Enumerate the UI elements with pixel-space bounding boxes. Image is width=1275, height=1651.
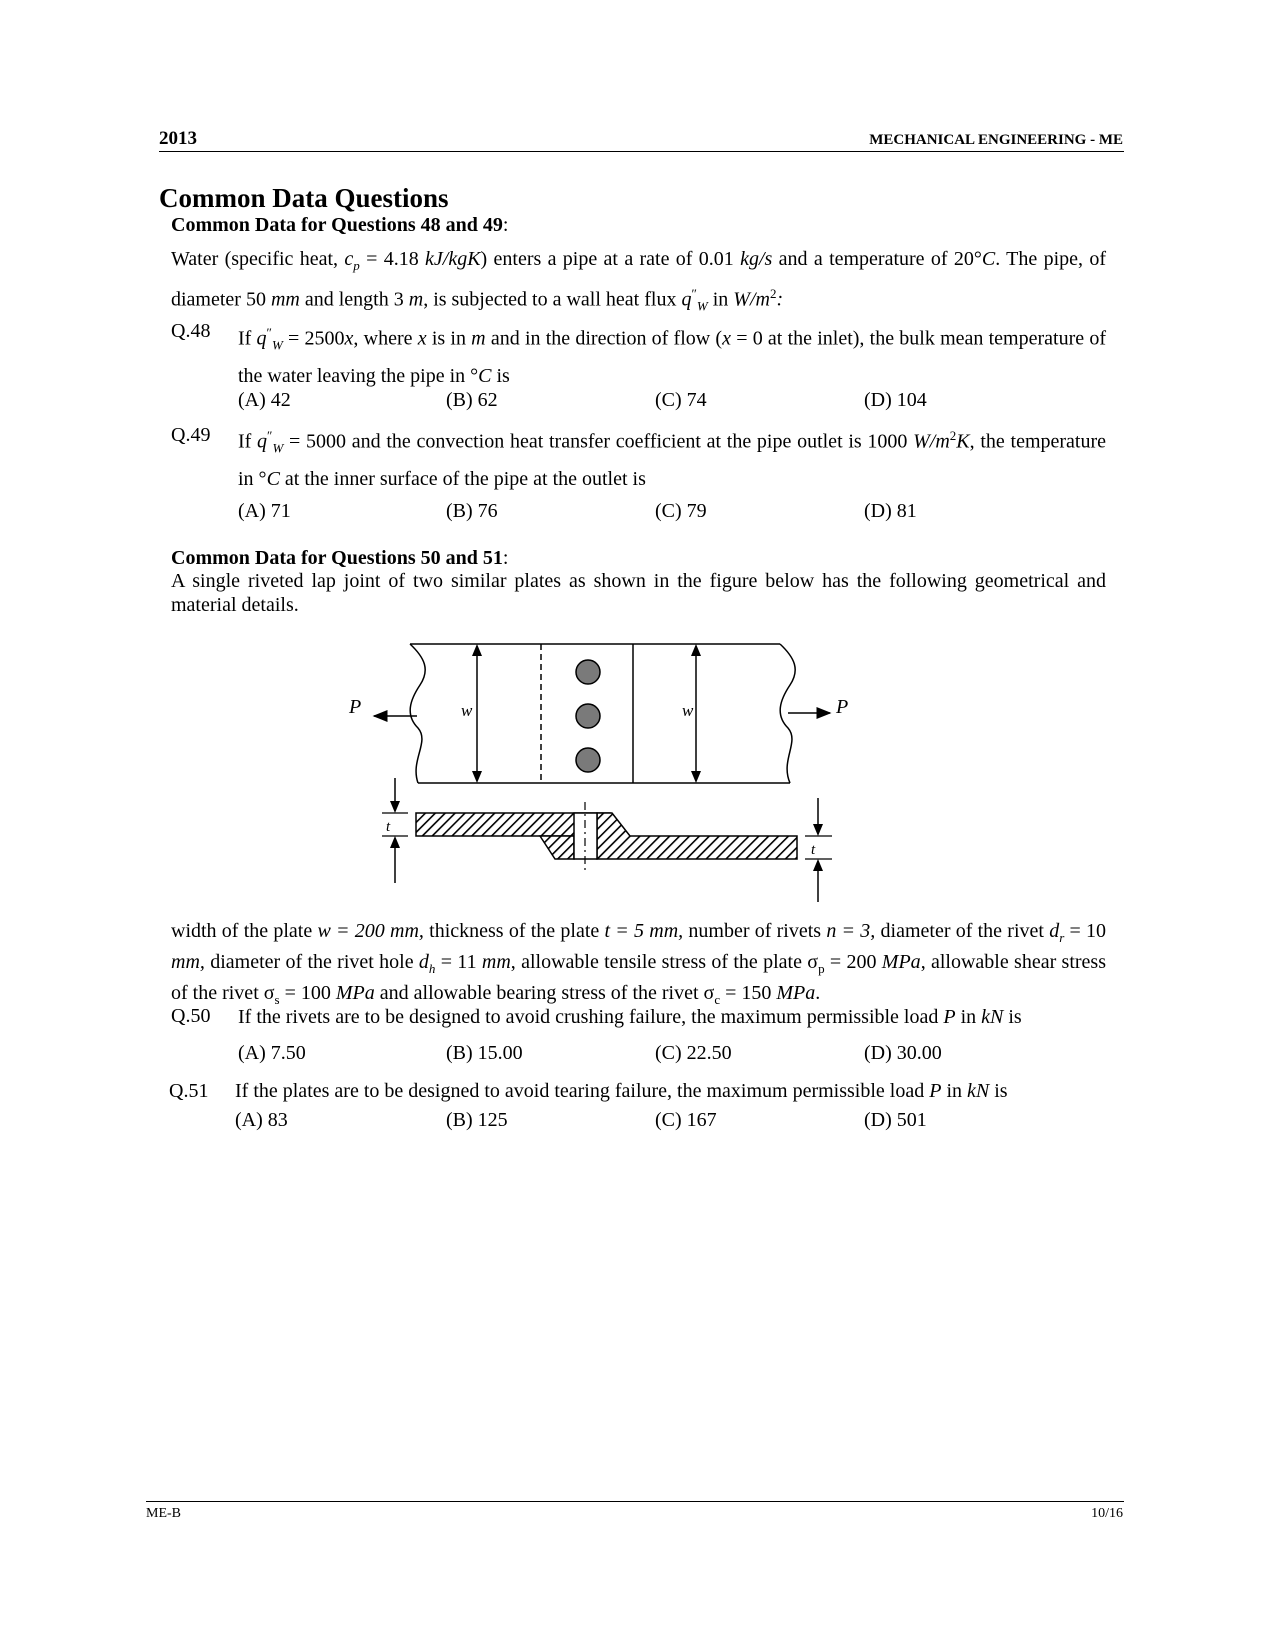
- footer-page-number: 10/16: [1091, 1506, 1123, 1521]
- option-51-b: (B) 125: [446, 1109, 508, 1131]
- option-51-a: (A) 83: [235, 1109, 288, 1131]
- thickness-label-right: t: [811, 842, 816, 858]
- header-rule: [159, 151, 1124, 152]
- footer-paper-code: ME-B: [146, 1506, 181, 1521]
- question-number-50: Q.50: [171, 1005, 211, 1027]
- common-data-heading-48-49: Common Data for Questions 48 and 49:: [171, 214, 509, 236]
- question-number-48: Q.48: [171, 320, 211, 342]
- option-48-d: (D) 104: [864, 389, 927, 411]
- question-text-50: If the rivets are to be designed to avoid crushing failure, the maximum permissible load P in kN is: [238, 1006, 1022, 1028]
- lap-joint-figure: [340, 640, 880, 910]
- common-data-heading-50-51: Common Data for Questions 50 and 51:: [171, 547, 509, 569]
- option-50-a: (A) 7.50: [238, 1042, 306, 1064]
- plan-view: [374, 644, 830, 783]
- option-49-b: (B) 76: [446, 500, 498, 522]
- option-48-c: (C) 74: [655, 389, 707, 411]
- option-50-c: (C) 22.50: [655, 1042, 732, 1064]
- question-text-51: If the plates are to be designed to avoid tearing failure, the maximum permissible load P in kN is: [235, 1080, 1008, 1102]
- thickness-label-left: t: [386, 819, 391, 835]
- option-50-b: (B) 15.00: [446, 1042, 523, 1064]
- option-49-d: (D) 81: [864, 500, 917, 522]
- section-title: Common Data Questions: [159, 183, 449, 213]
- option-51-c: (C) 167: [655, 1109, 717, 1131]
- option-48-a: (A) 42: [238, 389, 291, 411]
- width-label-left: w: [461, 701, 473, 720]
- rivet-2: [576, 704, 600, 728]
- option-48-b: (B) 62: [446, 389, 498, 411]
- question-number-51: Q.51: [169, 1080, 209, 1102]
- joint-details-paragraph: width of the plate w = 200 mm, thickness of the plate t = 5 mm, number of rivets n = 3, diameter of the rivet $d_r = 10$ mm, diameter of the rivet hole $d_h = 11$ mm, allowable tensile stress of the plate $\sigma_p = 200$ MPa, allowable shear stress of the rivet $\sigma_s = 100$ MPa and allowable bearing stress of the rivet $\sigma_c = 150$ MPa.: [171, 920, 1107, 1007]
- rivet-1: [576, 660, 600, 684]
- section-view: [382, 778, 832, 902]
- question-number-49: Q.49: [171, 424, 211, 446]
- question-text-49: If $q''_W = 5000$ and the convection heat transfer coefficient at the pipe outlet is 1000 $W/m^2K$, the temperature in °C at the inner surface of the pipe at the outlet is: [238, 428, 1107, 490]
- load-label-left: P: [349, 696, 362, 718]
- load-label-right: P: [836, 696, 849, 718]
- footer-rule: [146, 1501, 1124, 1502]
- header-subject: MECHANICAL ENGINEERING - ME: [869, 132, 1123, 148]
- option-49-a: (A) 71: [238, 500, 291, 522]
- width-label-right: w: [682, 701, 694, 720]
- option-51-d: (D) 501: [864, 1109, 927, 1131]
- common-data-paragraph-48-49: Water (specific heat, $c_p = 4.18$ kJ/kgK) enters a pipe at a rate of 0.01 kg/s and a temperature of 20°C. The pipe, of diameter 50 mm and length 3 m, is subjected to a wall heat flux $q''_W$ in $W/m^2$:: [171, 248, 1107, 314]
- option-49-c: (C) 79: [655, 500, 707, 522]
- question-text-48: If $q''_W = 2500x$, where x is in m and in the direction of flow (x = 0 at the inlet), the bulk mean temperature of the water leaving the pipe in °C is: [238, 325, 1106, 387]
- header-year: 2013: [159, 128, 197, 149]
- common-data-intro-50-51: A single riveted lap joint of two similar plates as shown in the figure below has the following geometrical and material details.: [171, 570, 1106, 616]
- option-50-d: (D) 30.00: [864, 1042, 942, 1064]
- rivet-3: [576, 748, 600, 772]
- rivet-section: [574, 813, 597, 859]
